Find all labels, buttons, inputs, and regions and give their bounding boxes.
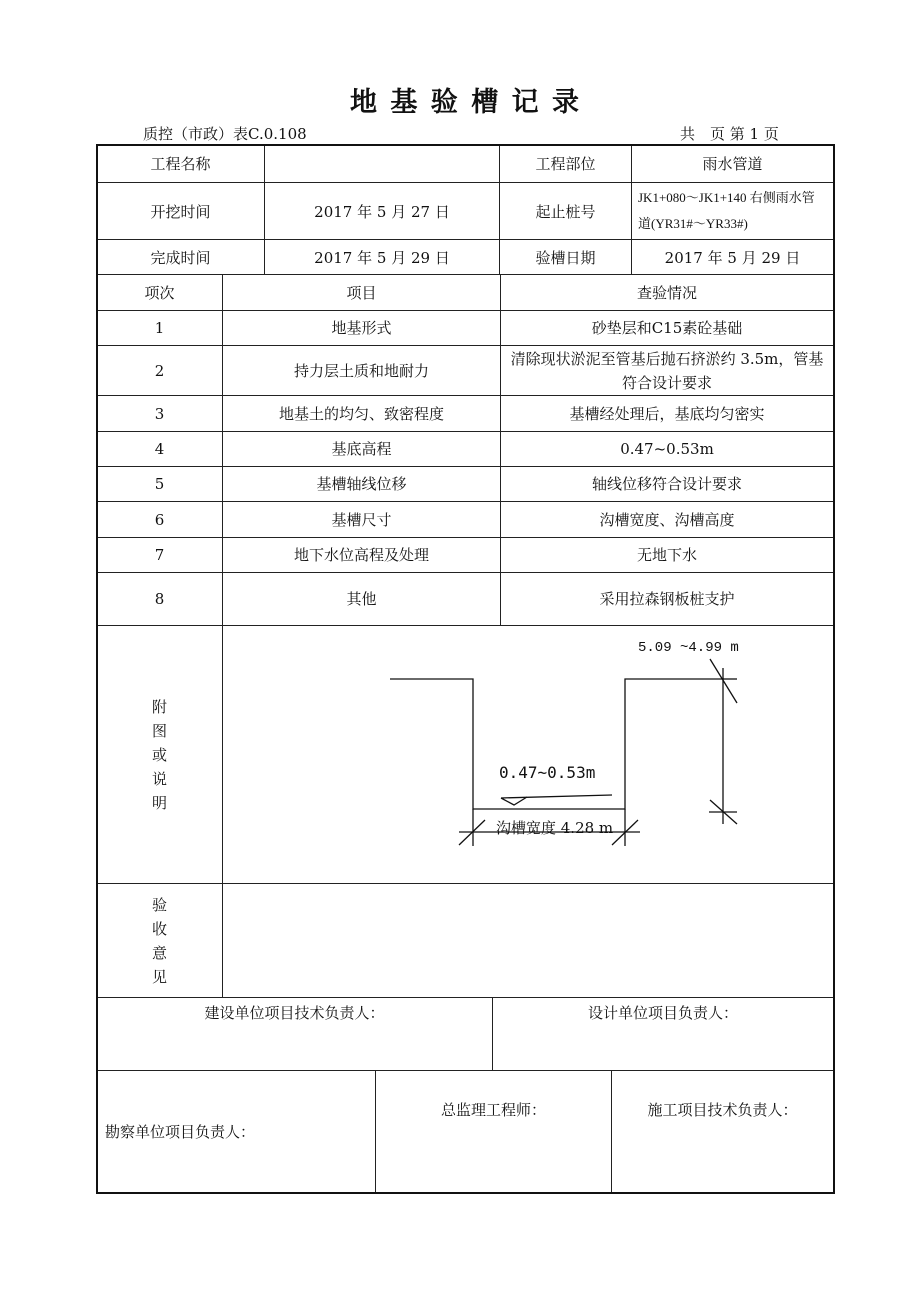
row-number: 7 <box>96 537 223 573</box>
station-value: JK1+080～JK1+140 右侧雨水管道(YR31#～YR33#) <box>631 182 834 240</box>
row-item: 持力层土质和地耐力 <box>222 345 501 396</box>
row-number: 6 <box>96 501 223 538</box>
start-label: 开挖时间 <box>96 182 265 240</box>
col-header-no: 项次 <box>96 274 223 311</box>
row-number: 5 <box>96 466 223 502</box>
depth-label: 5.09 ~4.99 m <box>638 640 739 656</box>
row-item: 基底高程 <box>222 431 501 467</box>
elevation-line <box>501 795 612 798</box>
row-result: 无地下水 <box>500 537 834 573</box>
row-item: 基槽尺寸 <box>222 501 501 538</box>
opinion-label-text: 验收意见 <box>151 895 167 986</box>
row-result: 基槽经处理后，基底均匀密实 <box>500 395 834 432</box>
trench-outline <box>390 679 724 809</box>
construction-signature-label: 施工项目技术负责人： <box>647 1101 798 1119</box>
part-label: 工程部位 <box>499 144 632 183</box>
attachment-label-text: 附图或说明 <box>151 697 167 812</box>
row-item: 基槽轴线位移 <box>222 466 501 502</box>
row-number: 3 <box>96 395 223 432</box>
inspect-date-label: 验槽日期 <box>499 239 632 275</box>
part-value: 雨水管道 <box>631 144 834 183</box>
supervisor-signature-label: 总监理工程师： <box>440 1101 546 1119</box>
station-label: 起止桩号 <box>499 182 632 240</box>
row-result: 清除现状淤泥至管基后抛石挤淤约 3.5m，管基符合设计要求 <box>500 345 834 396</box>
row-number: 4 <box>96 431 223 467</box>
row-result: 采用拉森钢板桩支护 <box>500 572 834 626</box>
row-number: 2 <box>96 345 223 396</box>
inspect-date-value: 2017 年 5 月 29 日 <box>631 239 834 275</box>
row-item: 地基形式 <box>222 310 501 346</box>
row-result: 0.47~0.53m <box>500 431 834 467</box>
finish-label: 完成时间 <box>96 239 265 275</box>
row-number: 8 <box>96 572 223 626</box>
col-header-result: 查验情况 <box>500 274 834 311</box>
page-title: 地 基 验 槽 记 录 <box>350 87 581 118</box>
row-number: 1 <box>96 310 223 346</box>
row-item: 地基土的均匀、致密程度 <box>222 395 501 432</box>
start-value: 2017 年 5 月 27 日 <box>264 182 500 240</box>
form-code: 质控（市政）表C.0.108 <box>143 125 307 143</box>
page-info: 共 页 第 1 页 <box>680 125 779 143</box>
owner-signature-label: 建设单位项目技术负责人： <box>204 1004 385 1022</box>
design-signature-label: 设计单位项目负责人： <box>587 1004 738 1022</box>
row-result: 轴线位移符合设计要求 <box>500 466 834 502</box>
width-label: 沟槽宽度 4.28 m <box>496 819 614 837</box>
elevation-label: 0.47~0.53m <box>499 763 596 782</box>
row-item: 其他 <box>222 572 501 626</box>
row-result: 沟槽宽度、沟槽高度 <box>500 501 834 538</box>
col-header-item: 项目 <box>222 274 501 311</box>
row-item: 地下水位高程及处理 <box>222 537 501 573</box>
project-name-label: 工程名称 <box>96 144 265 183</box>
finish-value: 2017 年 5 月 29 日 <box>264 239 500 275</box>
survey-signature-label: 勘察单位项目负责人： <box>105 1123 256 1141</box>
row-result: 砂垫层和C15素砼基础 <box>500 310 834 346</box>
